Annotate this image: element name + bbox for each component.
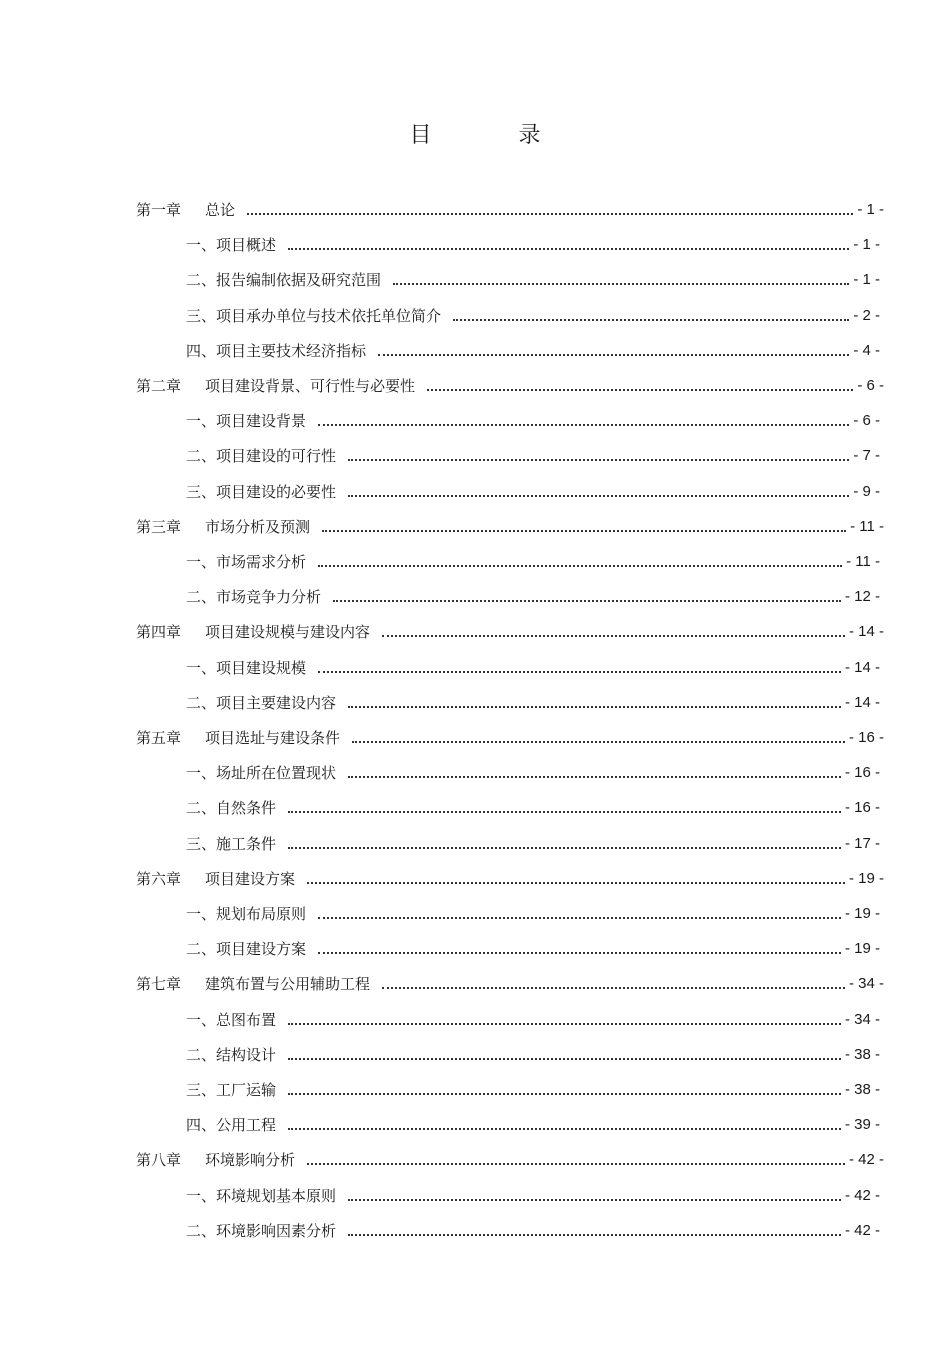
dot-leader xyxy=(348,1199,841,1201)
toc-entry-text: 二、项目主要建设内容 xyxy=(186,693,337,712)
dot-leader xyxy=(307,882,845,884)
toc-entry-text: 项目建设背景、可行性与必要性 xyxy=(205,377,416,395)
toc-page-number: - 42 - xyxy=(844,1221,880,1239)
toc-chapter-number: 第五章 xyxy=(136,729,182,747)
toc-page-number: - 7 - xyxy=(853,447,880,465)
toc-entry-text: 二、结构设计 xyxy=(186,1045,277,1064)
toc-chapter-number: 第六章 xyxy=(136,869,182,888)
dot-leader xyxy=(348,495,849,497)
toc-entry-label xyxy=(186,763,336,783)
toc-page-number: - 11 - xyxy=(846,553,880,570)
toc-page-number: - 6 - xyxy=(857,377,884,394)
toc-entry-label xyxy=(186,904,306,924)
toc-section-entry[interactable] xyxy=(186,442,880,466)
toc-section-entry[interactable] xyxy=(186,407,880,431)
dot-leader xyxy=(348,459,849,461)
toc-page-number: - 34 - xyxy=(848,975,884,993)
toc-entry-text: 一、项目概述 xyxy=(186,236,277,255)
toc-page-number: - 4 - xyxy=(853,341,880,359)
dot-leader xyxy=(247,213,853,215)
toc-entry-label xyxy=(186,270,381,290)
toc-page-number: - 14 - xyxy=(844,693,880,711)
toc-page-number: - 39 - xyxy=(844,1116,880,1134)
toc-page-number: - 19 - xyxy=(844,940,880,958)
toc-chapter-entry[interactable] xyxy=(136,865,884,889)
toc-entry-text: 一、环境规划基本原则 xyxy=(186,1186,337,1205)
toc-page-number: - 16 - xyxy=(844,764,880,782)
toc-entry-text: 二、自然条件 xyxy=(186,799,277,818)
toc-chapter-number: 第三章 xyxy=(136,517,182,536)
toc-entry-label xyxy=(186,1010,276,1030)
toc-section-entry[interactable] xyxy=(186,759,880,783)
toc-page-number: - 2 - xyxy=(853,306,880,324)
dot-leader xyxy=(453,319,849,321)
toc-chapter-number: 第一章 xyxy=(136,201,182,219)
toc-section-entry[interactable] xyxy=(186,1076,880,1100)
toc-entry-label xyxy=(186,693,336,713)
toc-entry-label xyxy=(136,869,295,889)
toc-chapter-entry[interactable] xyxy=(136,1146,884,1170)
toc-entry-text: 项目选址与建设条件 xyxy=(205,729,341,747)
toc-page-number: - 1 - xyxy=(853,236,880,254)
toc-chapter-entry[interactable] xyxy=(136,970,884,994)
toc-section-entry[interactable] xyxy=(186,935,880,959)
dot-leader xyxy=(393,283,849,285)
toc-entry-text: 总论 xyxy=(205,201,236,219)
toc-entry-label xyxy=(186,587,321,607)
toc-page-number: - 1 - xyxy=(857,201,884,218)
toc-entry-text: 一、项目建设背景 xyxy=(186,412,307,431)
toc-entry-label xyxy=(136,622,370,642)
toc-section-entry[interactable] xyxy=(186,583,880,607)
toc-entry-label xyxy=(186,1186,336,1206)
toc-entry-text: 建筑布置与公用辅助工程 xyxy=(205,975,371,994)
dot-leader xyxy=(288,1128,841,1130)
dot-leader xyxy=(288,1093,841,1095)
toc-section-entry[interactable] xyxy=(186,266,880,290)
toc-entry-text: 四、公用工程 xyxy=(186,1116,277,1135)
dot-leader xyxy=(352,741,845,743)
toc-entry-text: 一、场址所在位置现状 xyxy=(186,764,337,783)
toc-page-number: - 14 - xyxy=(848,623,884,641)
toc-entry-label xyxy=(136,1150,295,1170)
toc-page-number: - 16 - xyxy=(848,729,884,746)
toc-page-number: - 9 - xyxy=(853,482,880,500)
dot-leader xyxy=(318,424,849,426)
toc-entry-label xyxy=(186,1115,276,1135)
toc-entry-text: 三、施工条件 xyxy=(186,834,277,853)
toc-entry-text: 三、工厂运输 xyxy=(186,1081,277,1099)
toc-chapter-entry[interactable] xyxy=(136,196,884,220)
toc-page-number: - 38 - xyxy=(844,1045,880,1063)
toc-section-entry[interactable] xyxy=(186,231,880,255)
toc-chapter-entry[interactable] xyxy=(136,724,884,748)
toc-entry-text: 项目建设方案 xyxy=(205,869,296,888)
toc-section-entry[interactable] xyxy=(186,478,880,502)
toc-entry-label xyxy=(186,341,366,361)
toc-section-entry[interactable] xyxy=(186,1041,880,1065)
toc-section-entry[interactable] xyxy=(186,654,880,678)
toc-page-number: - 17 - xyxy=(844,834,880,852)
toc-entry-label xyxy=(136,728,340,748)
toc-entry-label xyxy=(186,1080,276,1100)
toc-entry-text: 一、市场需求分析 xyxy=(186,553,307,571)
toc-entry-label xyxy=(186,939,306,959)
dot-leader xyxy=(348,776,841,778)
toc-entry-label xyxy=(136,376,415,396)
toc-page-number: - 1 - xyxy=(853,271,880,289)
dot-leader xyxy=(318,671,841,673)
toc-chapter-number: 第四章 xyxy=(136,623,182,642)
toc-entry-text: 环境影响分析 xyxy=(205,1151,296,1170)
toc-entry-text: 二、项目建设方案 xyxy=(186,940,307,959)
toc-entry-label xyxy=(186,306,441,326)
toc-page-number: - 34 - xyxy=(844,1010,880,1028)
toc-entry-label xyxy=(136,974,370,994)
toc-page-number: - 42 - xyxy=(844,1186,880,1204)
dot-leader xyxy=(288,811,841,813)
dot-leader xyxy=(382,987,845,989)
toc-section-entry[interactable] xyxy=(186,1217,880,1241)
toc-entry-text: 二、市场竞争力分析 xyxy=(186,588,322,607)
dot-leader xyxy=(378,354,849,356)
dot-leader xyxy=(288,1023,841,1025)
toc-entry-text: 二、项目建设的可行性 xyxy=(186,447,337,466)
toc-entry-text: 一、项目建设规模 xyxy=(186,658,307,677)
dot-leader xyxy=(288,847,841,849)
toc-page-number: - 12 - xyxy=(844,588,880,606)
toc-chapter-number: 第二章 xyxy=(136,377,182,395)
toc-entry-text: 二、报告编制依据及研究范围 xyxy=(186,271,382,290)
toc-title: 目 录 xyxy=(409,123,581,148)
toc-page-number: - 6 - xyxy=(853,412,880,430)
toc-entry-label xyxy=(186,446,336,466)
dot-leader xyxy=(333,600,841,602)
toc-chapter-number: 第七章 xyxy=(136,975,182,994)
toc-section-entry[interactable] xyxy=(186,1111,880,1135)
toc-entry-label xyxy=(186,1045,276,1065)
toc-page-number: - 19 - xyxy=(844,905,880,922)
toc-entry-text: 一、总图布置 xyxy=(186,1010,277,1029)
toc-section-entry[interactable] xyxy=(186,830,880,854)
toc-section-entry[interactable] xyxy=(186,337,880,361)
toc-page-number: - 19 - xyxy=(848,869,884,887)
dot-leader xyxy=(318,917,841,919)
toc-entry-label xyxy=(186,235,276,255)
toc-section-entry[interactable] xyxy=(186,548,880,572)
toc-page-number: - 42 - xyxy=(848,1151,884,1169)
toc-section-entry[interactable] xyxy=(186,302,880,326)
toc-chapter-entry[interactable] xyxy=(136,513,884,537)
toc-section-entry[interactable] xyxy=(186,689,880,713)
toc-entry-label xyxy=(186,552,306,572)
toc-entry-label xyxy=(186,411,306,431)
toc-section-entry[interactable] xyxy=(186,794,880,818)
toc-page-number: - 16 - xyxy=(844,799,880,817)
toc-entry-label xyxy=(186,1221,336,1241)
toc-entry-text: 四、项目主要技术经济指标 xyxy=(186,341,367,360)
toc-entry-label xyxy=(186,482,336,502)
toc-chapter-entry[interactable] xyxy=(136,372,884,396)
dot-leader xyxy=(348,1234,841,1236)
toc-entry-text: 市场分析及预测 xyxy=(205,517,311,536)
dot-leader xyxy=(382,635,845,637)
dot-leader xyxy=(307,1163,845,1165)
toc-section-entry[interactable] xyxy=(186,900,880,924)
dot-leader xyxy=(288,248,849,250)
dot-leader xyxy=(348,706,841,708)
toc-page-number: - 38 - xyxy=(844,1081,880,1098)
toc-chapter-entry[interactable] xyxy=(136,618,884,642)
toc-chapter-number: 第八章 xyxy=(136,1151,182,1170)
toc-entry-text: 一、规划布局原则 xyxy=(186,905,307,923)
toc-entry-label xyxy=(186,798,276,818)
toc-entry-text: 三、项目承办单位与技术依托单位简介 xyxy=(186,306,442,325)
toc-entry-text: 三、项目建设的必要性 xyxy=(186,482,337,501)
dot-leader xyxy=(318,565,842,567)
toc-entry-label xyxy=(186,658,306,678)
toc-page-number: - 11 - xyxy=(850,517,884,535)
dot-leader xyxy=(322,530,846,532)
dot-leader xyxy=(318,952,841,954)
dot-leader xyxy=(288,1058,841,1060)
toc-page-number: - 14 - xyxy=(844,658,880,676)
toc-section-entry[interactable] xyxy=(186,1006,880,1030)
toc-entry-text: 项目建设规模与建设内容 xyxy=(205,623,371,642)
toc-entry-label xyxy=(136,200,235,220)
toc-section-entry[interactable] xyxy=(186,1182,880,1206)
dot-leader xyxy=(427,389,853,391)
toc-entry-label xyxy=(136,517,310,537)
toc-entry-text: 二、环境影响因素分析 xyxy=(186,1221,337,1240)
toc-entry-label xyxy=(186,834,276,854)
